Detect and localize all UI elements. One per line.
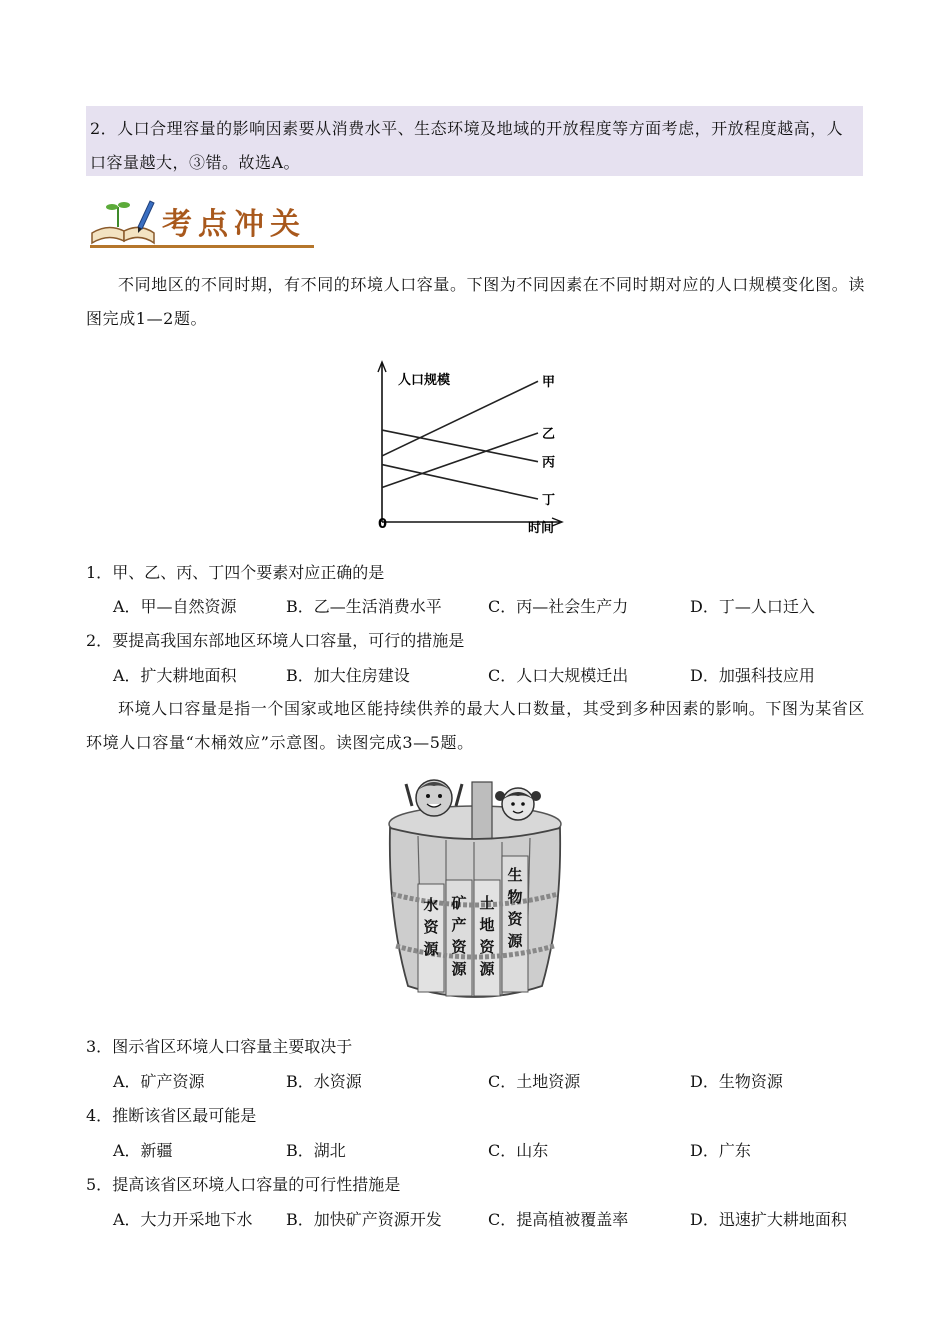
- question-number: 4．: [86, 1106, 113, 1125]
- series-line-3: [382, 465, 538, 499]
- barrel-illustration: [382, 776, 568, 1014]
- q3-option-a: A．矿产资源: [113, 1072, 205, 1091]
- answer-explanation: 2．人口合理容量的影响因素要从消费水平、生态环境及地域的开放程度等方面考虑，开放程度越高，人口容量越大，③错。故选A。: [86, 106, 863, 176]
- series-label-3: 丁: [542, 493, 556, 509]
- series-label-0: 甲: [542, 375, 556, 391]
- stave-label-3: 生物资源: [507, 866, 523, 950]
- stave-label-1: 矿产资源: [451, 894, 467, 978]
- series-label-2: 丙: [542, 455, 556, 471]
- q5-option-b: B．加快矿产资源开发: [286, 1210, 442, 1229]
- series-line-2: [382, 430, 538, 462]
- origin-label: 0: [378, 517, 388, 532]
- question-stem: 推断该省区最可能是: [112, 1106, 257, 1125]
- q3-option-c: C．土地资源: [488, 1072, 581, 1091]
- question-5: [86, 1172, 400, 1195]
- question-number: 5．: [86, 1175, 113, 1194]
- intro-paragraph-2: 环境人口容量是指一个国家或地区能持续供养的最大人口数量，其受到多种因素的影响。下图为某省区环境人口容量“木桶效应”示意图。读图完成3—5题。: [86, 699, 866, 752]
- q4-option-b: B．湖北: [286, 1141, 346, 1160]
- q1-option-a: A．甲—自然资源: [113, 597, 237, 616]
- question-stem: 甲、乙、丙、丁四个要素对应正确的是: [112, 563, 385, 582]
- question-number: 1．: [86, 563, 113, 582]
- y-axis-label: 人口规模: [398, 373, 451, 388]
- q1-option-c: C．丙—社会生产力: [488, 597, 629, 616]
- question-stem: 提高该省区环境人口容量的可行性措施是: [112, 1175, 401, 1194]
- q4-option-d: D．广东: [690, 1141, 751, 1160]
- question-stem: 要提高我国东部地区环境人口容量，可行的措施是: [112, 631, 465, 650]
- question-4: [86, 1103, 256, 1126]
- q5-option-d: D．迅速扩大耕地面积: [690, 1210, 847, 1229]
- q1-option-d: D．丁—人口迁入: [690, 597, 815, 616]
- series-line-1: [382, 433, 538, 488]
- q2-option-d: D．加强科技应用: [690, 666, 815, 685]
- intro-paragraph-1: 不同地区的不同时期，有不同的环境人口容量。下图为不同因素在不同时期对应的人口规模变化图。读图完成1—2题。: [86, 275, 866, 328]
- question-stem: 图示省区环境人口容量主要取决于: [112, 1037, 353, 1056]
- question-number: 3．: [86, 1037, 113, 1056]
- question-2: [86, 628, 464, 651]
- population-chart-svg: [370, 352, 570, 542]
- q1-option-b: B．乙—生活消费水平: [286, 597, 442, 616]
- population-chart: [370, 352, 570, 546]
- section-title: 考点冲关: [162, 207, 306, 242]
- section-banner: [88, 193, 316, 249]
- question-3: [86, 1034, 352, 1057]
- q2-option-b: B．加大住房建设: [286, 666, 410, 685]
- x-axis-label: 时间: [528, 521, 555, 536]
- q5-option-c: C．提高植被覆盖率: [488, 1210, 629, 1229]
- series-line-0: [382, 381, 538, 456]
- q3-option-b: B．水资源: [286, 1072, 362, 1091]
- q3-option-d: D．生物资源: [690, 1072, 783, 1091]
- q4-option-c: C．山东: [488, 1141, 549, 1160]
- q2-option-a: A．扩大耕地面积: [113, 666, 237, 685]
- series-label-1: 乙: [542, 426, 556, 442]
- stave-label-0: 水资源: [423, 896, 439, 958]
- question-1: [86, 560, 384, 583]
- q5-option-a: A．大力开采地下水: [113, 1210, 253, 1229]
- wooden-barrel-image: [382, 776, 568, 1010]
- question-number: 2．: [86, 631, 113, 650]
- q4-option-a: A．新疆: [113, 1141, 173, 1160]
- stave-label-2: 土地资源: [479, 894, 495, 978]
- q2-option-c: C．人口大规模迁出: [488, 666, 629, 685]
